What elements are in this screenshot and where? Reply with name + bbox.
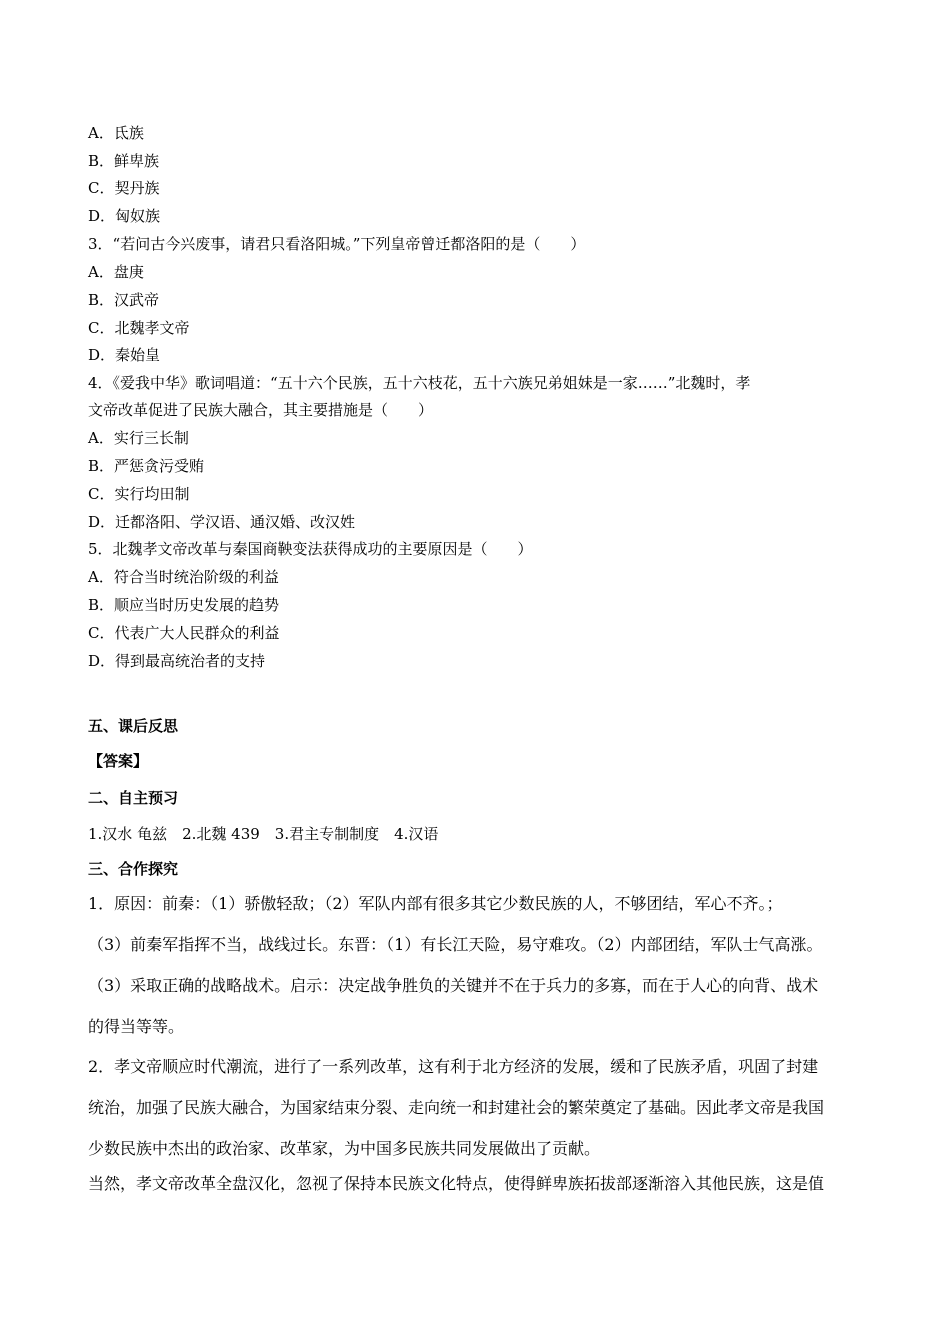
q3-option-b: B．汉武帝 [88, 291, 160, 309]
q2-option-b: B．鲜卑族 [88, 152, 160, 170]
q3-option-c: C．北魏孝文帝 [88, 319, 190, 337]
section-5-heading: 五、课后反思 [88, 717, 179, 735]
answers-heading: 【答案】 [88, 752, 149, 770]
q4-option-a: A．实行三长制 [88, 429, 189, 447]
q4-stem-line-2: 文帝改革促进了民族大融合，其主要措施是（ ） [88, 401, 434, 419]
preview-heading: 二、自主预习 [88, 789, 179, 807]
q4-option-c: C．实行均田制 [88, 485, 190, 503]
q3-option-a: A．盘庚 [88, 263, 144, 281]
q5-option-b: B．顺应当时历史发展的趋势 [88, 596, 280, 614]
explore-2-line-1: 2．孝文帝顺应时代潮流，进行了一系列改革，这有利于北方经济的发展，缓和了民族矛盾，巩固了封建 [88, 1057, 819, 1076]
preview-answers: 1.汉水 龟兹 2.北魏 439 3.君主专制制度 4.汉语 [88, 825, 439, 843]
explore-heading: 三、合作探究 [88, 860, 179, 878]
q5-option-a: A．符合当时统治阶级的利益 [88, 568, 279, 586]
explore-2-line-2: 统治，加强了民族大融合，为国家结束分裂、走向统一和封建社会的繁荣奠定了基础。因此孝文帝是我国 [88, 1098, 825, 1117]
q2-option-c: C．契丹族 [88, 179, 160, 197]
explore-1-line-1: 1．原因：前秦：（1）骄傲轻敌；（2）军队内部有很多其它少数民族的人，不够团结，军心不齐。； [88, 894, 783, 913]
q5-stem: 5．北魏孝文帝改革与秦国商鞅变法获得成功的主要原因是（ ） [88, 540, 533, 558]
q4-option-b: B．严惩贪污受贿 [88, 457, 205, 475]
explore-2-line-3: 少数民族中杰出的政治家、改革家，为中国多民族共同发展做出了贡献。 [88, 1139, 601, 1158]
q3-stem: 3．“若问古今兴废事，请君只看洛阳城。”下列皇帝曾迁都洛阳的是（ ） [88, 235, 586, 253]
explore-1-line-3: （3）采取正确的战略战术。启示：决定战争胜负的关键并不在于兵力的多寡，而在于人心的向背、战术 [88, 976, 819, 995]
q5-option-d: D．得到最高统治者的支持 [88, 652, 266, 670]
q2-option-a: A．氐族 [88, 124, 144, 142]
explore-1-line-2: （3）前秦军指挥不当，战线过长。东晋：（1）有长江天险，易守难攻。（2）内部团结，军队士气高涨。 [88, 935, 823, 954]
explore-1-line-4: 的得当等等。 [88, 1017, 185, 1036]
q2-option-d: D．匈奴族 [88, 207, 161, 225]
q4-option-d: D．迁都洛阳、学汉语、通汉婚、改汉姓 [88, 513, 356, 531]
q3-option-d: D．秦始皇 [88, 346, 161, 364]
explore-2-line-4: 当然，孝文帝改革全盘汉化，忽视了保持本民族文化特点，使得鲜卑族拓拔部逐渐溶入其他民族，这是值 [88, 1174, 825, 1193]
q5-option-c: C．代表广大人民群众的利益 [88, 624, 280, 642]
q4-stem-line-1: 4．《爱我中华》歌词唱道：“五十六个民族，五十六枝花，五十六族兄弟姐妹是一家……”北魏时，孝 [88, 374, 751, 392]
